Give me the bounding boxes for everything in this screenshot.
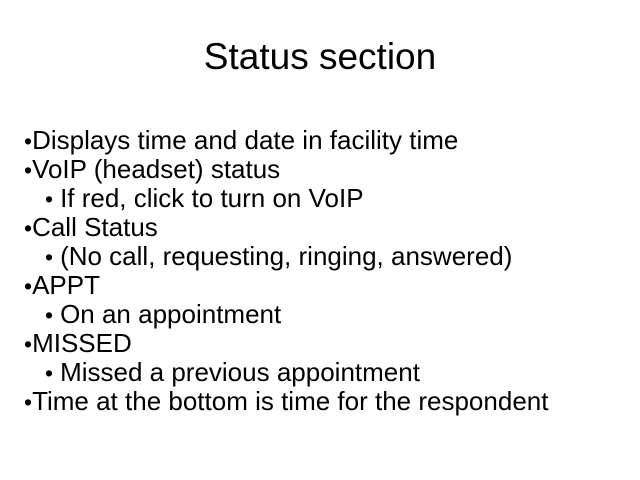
bullet-item: [0, 387, 640, 416]
bullet-marker-icon: •: [24, 128, 33, 154]
bullet-list: [0, 126, 640, 416]
bullet-text: MISSED: [32, 328, 132, 358]
bullet-marker-icon: •: [24, 331, 33, 357]
bullet-marker-icon: •: [45, 302, 54, 328]
bullet-marker-icon: •: [24, 273, 33, 299]
bullet-marker-icon: •: [24, 389, 33, 415]
slide-title: Status section: [203, 36, 437, 77]
bullet-item: [0, 300, 640, 329]
bullet-marker-icon: •: [45, 186, 54, 212]
bullet-text: VoIP (headset) status: [32, 154, 281, 184]
bullet-item: [0, 213, 640, 242]
bullet-item: [0, 271, 640, 300]
bullet-item: [0, 242, 640, 271]
bullet-text: Displays time and date in facility time: [32, 125, 459, 155]
bullet-text: Call Status: [32, 212, 158, 242]
bullet-text: On an appointment: [60, 299, 282, 329]
bullet-item: [0, 184, 640, 213]
bullet-item: [0, 329, 640, 358]
bullet-item: [0, 155, 640, 184]
bullet-marker-icon: •: [45, 244, 54, 270]
bullet-item: [0, 358, 640, 387]
bullet-marker-icon: •: [24, 157, 33, 183]
bullet-text: Missed a previous appointment: [60, 357, 420, 387]
bullet-text: (No call, requesting, ringing, answered): [60, 241, 513, 271]
bullet-marker-icon: •: [24, 215, 33, 241]
bullet-item: [0, 126, 640, 155]
bullet-text: If red, click to turn on VoIP: [60, 183, 364, 213]
bullet-text: APPT: [32, 270, 100, 300]
bullet-marker-icon: •: [45, 360, 54, 386]
bullet-text: Time at the bottom is time for the respondent: [32, 386, 549, 416]
